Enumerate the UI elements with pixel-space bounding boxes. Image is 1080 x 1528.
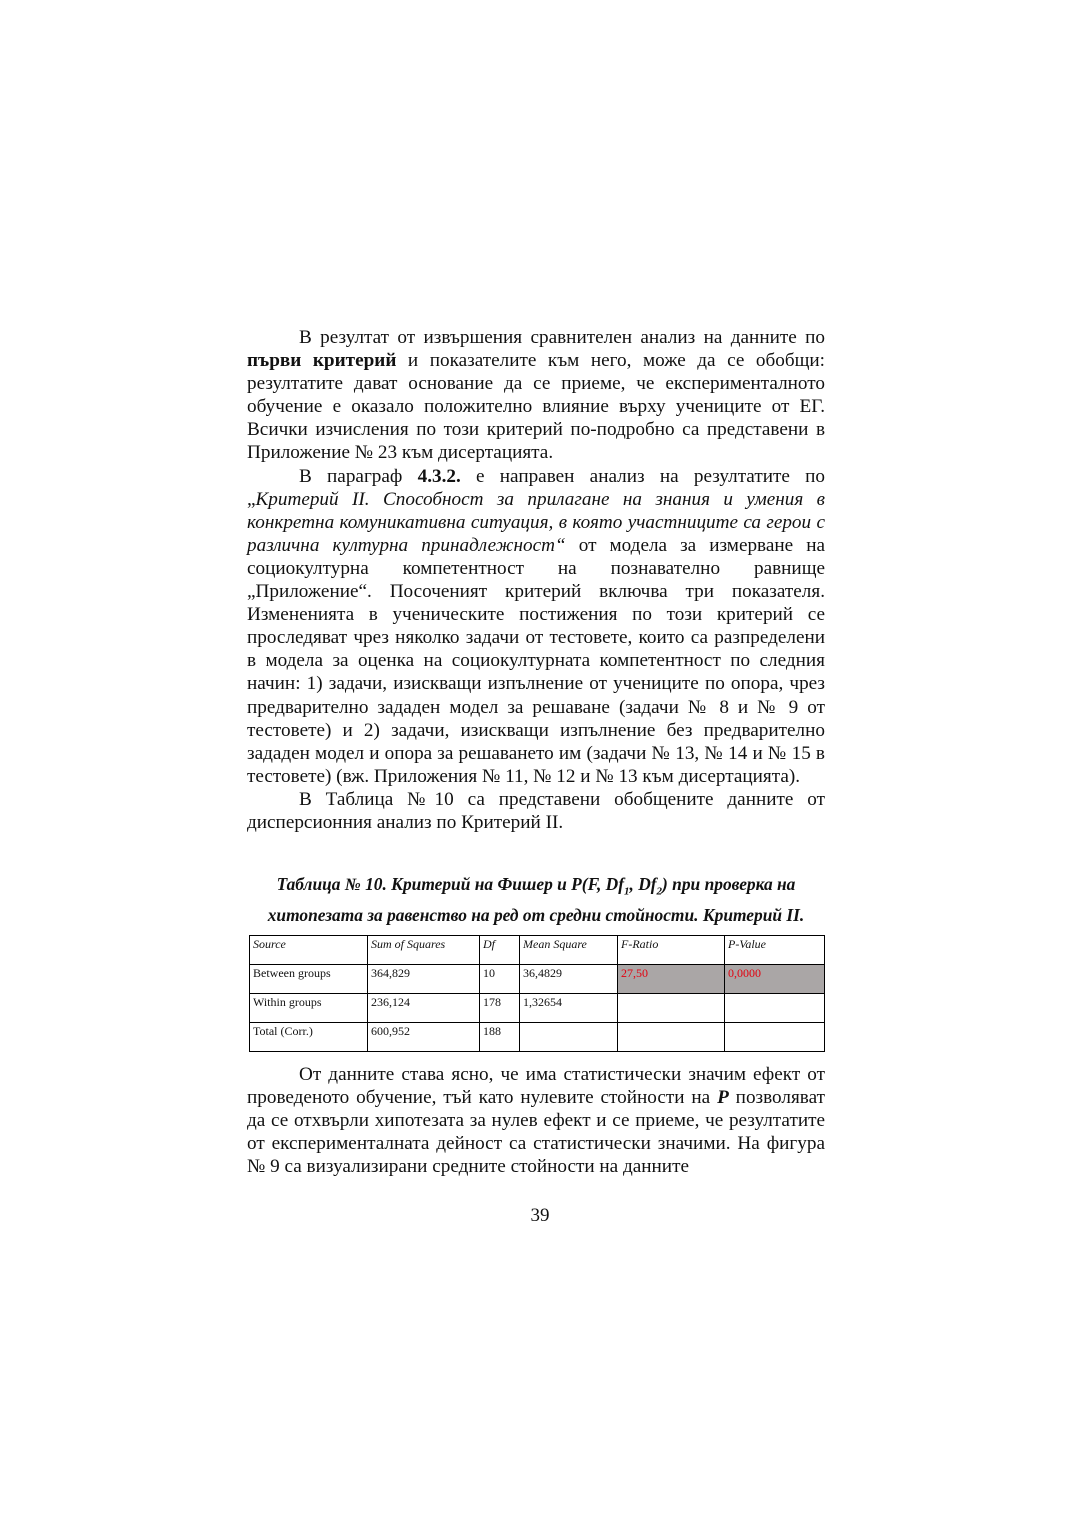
header-sum-of-squares: Sum of Squares	[368, 936, 480, 965]
table-row: Within groups 236,124 178 1,32654	[250, 994, 825, 1023]
criterion-title: Критерий II. Способност за прилагане на знания и умения в конкретна комуникативна ситуация, в която участниците са герои с различна културна принадлежност“	[247, 488, 825, 556]
p-symbol: P	[717, 1087, 729, 1109]
table-row: Total (Corr.) 600,952 188	[250, 1023, 825, 1052]
section-number: 4.3.2.	[417, 465, 461, 487]
paragraph-table-intro: В Таблица №10 са представени обобщените данните от дисперсионния анализ по Критерий II.	[247, 788, 825, 833]
header-p-value: P-Value	[725, 936, 825, 965]
table-row: Between groups 364,829 10 36,4829 27,50 0,0000	[250, 965, 825, 994]
table-caption: Таблица № 10. Критерий на Фишер и P(F, $Df_1$, $Df_2$) при проверка на хитопезата за равенство на ред от средни стойности. Критерий II.	[267, 874, 805, 925]
header-f-ratio: F-Ratio	[618, 936, 725, 965]
p-value-value: 0,0000	[725, 965, 825, 994]
header-df: Df	[480, 936, 520, 965]
paragraph-summary-criterion-1: В резултат от извършения сравнителен анализ на данните по първи критерий и показателите към него, може да се обобщи: резултатите дават основание да се приеме, че експерименталното обучение е оказало положително влияние върху учениците от ЕГ. Всички изчисления по този критерий по-подробно са представени в Приложение № 23 към дисертацията.	[247, 327, 825, 464]
table-header-row	[250, 936, 825, 965]
bold-term: първи критерий	[247, 350, 397, 372]
anova-table	[249, 935, 825, 1052]
paragraph-conclusion: От данните става ясно, че има статистически значим ефект от проведеното обучение, тъй като нулевите стойности на P позволяват да се отхвърли хипотезата за нулев ефект и се приеме, че резултатите от експерименталната дейност са статистически значими. На фигура № 9 са визуализирани средните стойности на данните	[247, 1064, 826, 1178]
paragraph-criterion-2: В параграф 4.3.2. е направен анализ на резултатите по „Критерий II. Способност за прилагане на знания и умения в конкретна комуникативна ситуация, в която участниците са герои с различна културна принадлежност“ от модела за измерване на социокултурна компетентност на познавателно равнище „Приложение“. Посоченият критерий включва три показателя. Измененията в ученическите постижения по този критерий се проследяват чрез няколко задачи от тестовете, които са разпределени в модела за оценка на социокултурната компетентност по следния начин: 1) задачи, изискващи изпълнение от учениците по опора, чрез предварително зададен модел за решаване (задачи № 8 и № 9 от тестовете) и 2) задачи, изискващи изпълнение без предварително зададен модел и опора за решаването им (задачи № 13, № 14 и № 15 в тестовете) (вж. Приложения № 11, № 12 и № 13 към дисертацията).	[247, 465, 825, 787]
f-ratio-value: 27,50	[618, 965, 725, 994]
header-mean-square: Mean Square	[520, 936, 618, 965]
header-source: Source	[250, 936, 368, 965]
page-number: 39	[530, 1205, 550, 1226]
